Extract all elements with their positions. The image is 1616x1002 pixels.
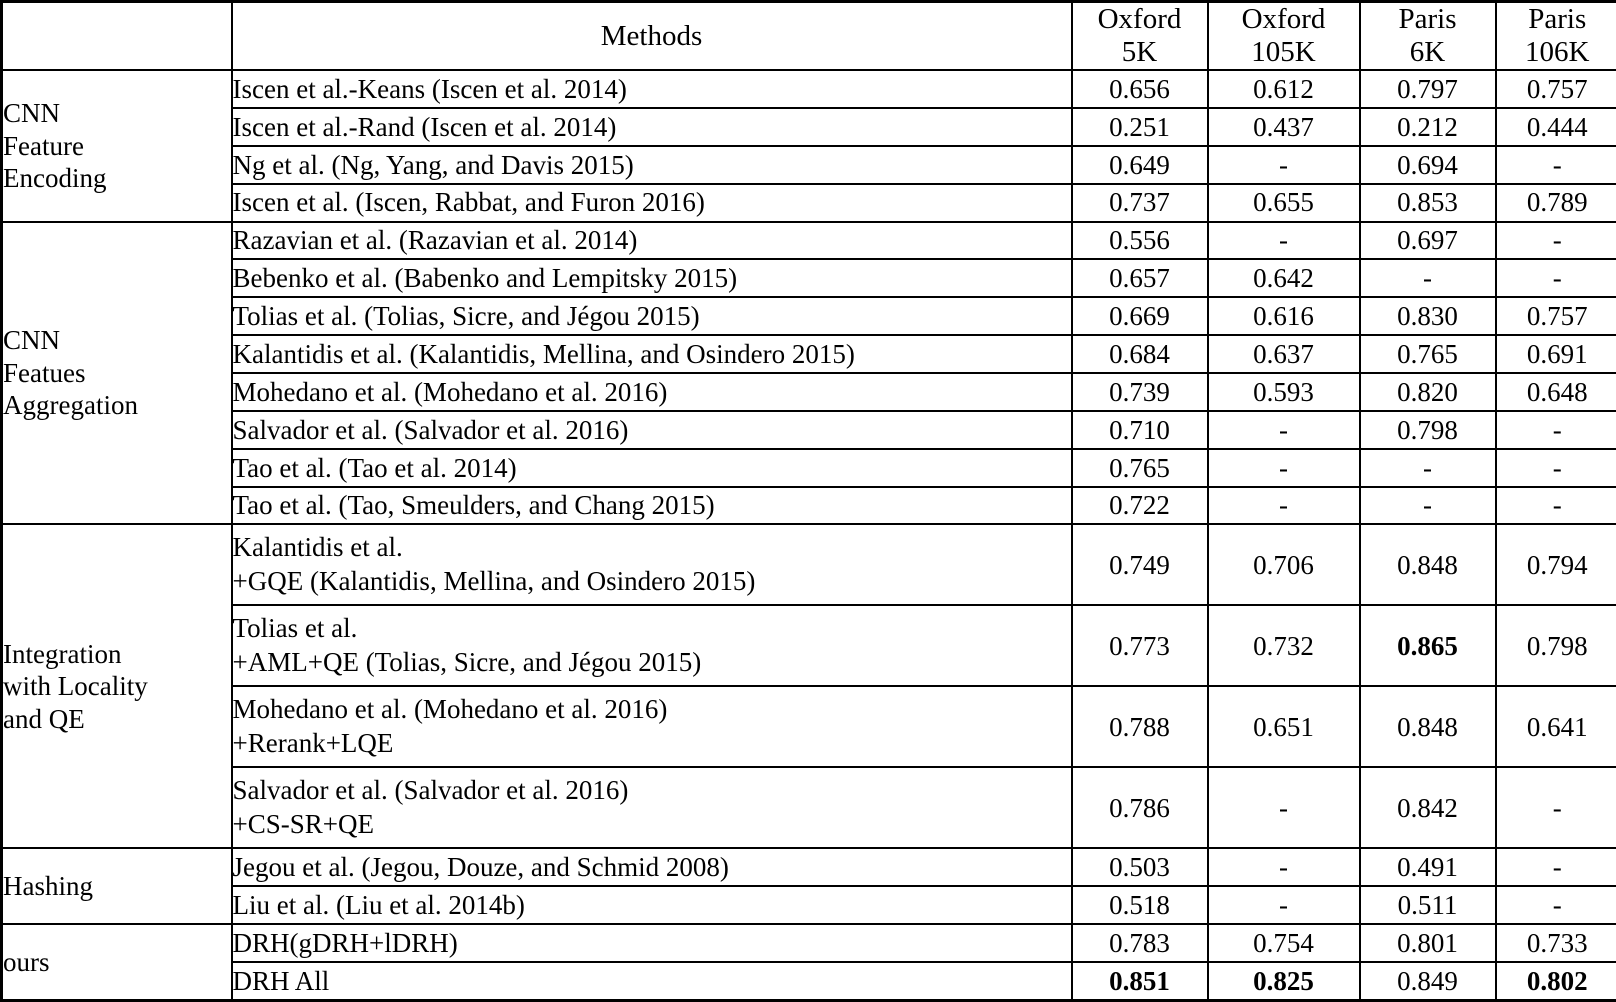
value-cell: 0.786 (1072, 767, 1208, 848)
group-label-line: Encoding (3, 163, 107, 193)
value-cell: 0.773 (1072, 605, 1208, 686)
value-cell: 0.657 (1072, 259, 1208, 297)
method-label-line: DRH All (232, 965, 330, 996)
group-label-line: Aggregation (3, 390, 138, 421)
table-row (2, 184, 1616, 222)
table-header (2, 2, 1616, 71)
method-label-line: +CS-SR+QE (232, 808, 374, 839)
value-cell: 0.511 (1360, 886, 1496, 924)
value-cell: 0.739 (1072, 373, 1208, 411)
group-label-cell (2, 524, 232, 848)
value-cell: 0.733 (1496, 924, 1616, 962)
value-cell: 0.788 (1072, 686, 1208, 767)
table-row (2, 411, 1616, 449)
group-label-line: and QE (3, 703, 85, 734)
group-label-line: Featues (3, 357, 86, 388)
value-cell: - (1360, 487, 1496, 525)
table-row (2, 962, 1616, 1001)
method-label-line: Iscen et al. (Iscen, Rabbat, and Furon 2016) (232, 187, 705, 218)
value-cell: - (1496, 767, 1616, 848)
table-row (2, 686, 1616, 767)
value-cell: 0.518 (1072, 886, 1208, 924)
value-cell: 0.649 (1072, 146, 1208, 184)
method-cell (232, 924, 1072, 962)
method-cell (232, 222, 1072, 260)
header-paris-6k (1360, 2, 1496, 71)
value-cell: 0.444 (1496, 108, 1616, 146)
method-label-line: Kalantidis et al. (Kalantidis, Mellina, and Osindero 2015) (232, 338, 855, 369)
method-cell (232, 962, 1072, 1001)
value-cell: 0.842 (1360, 767, 1496, 848)
value-cell: 0.655 (1208, 184, 1360, 222)
method-label-line: Tolias et al. (232, 613, 358, 644)
table-row (2, 259, 1616, 297)
group-label-line: CNN (3, 325, 61, 356)
method-cell (232, 373, 1072, 411)
method-label-line: Mohedano et al. (Mohedano et al. 2016) (232, 376, 668, 407)
method-cell (232, 146, 1072, 184)
value-cell: - (1208, 767, 1360, 848)
method-label-line: Jegou et al. (Jegou, Douze, and Schmid 2008) (232, 852, 729, 883)
method-cell (232, 108, 1072, 146)
value-cell: 0.706 (1208, 524, 1360, 605)
table-row (2, 848, 1616, 886)
table-row (2, 487, 1616, 525)
value-cell: 0.251 (1072, 108, 1208, 146)
header-methods: Methods (232, 2, 1072, 71)
value-cell: 0.757 (1496, 297, 1616, 335)
header-paris-106k (1496, 2, 1616, 71)
table-row (2, 767, 1616, 848)
value-cell: 0.794 (1496, 524, 1616, 605)
group-label-line: Integration (3, 638, 122, 669)
value-cell: - (1208, 848, 1360, 886)
method-cell (232, 848, 1072, 886)
value-cell: 0.656 (1072, 70, 1208, 108)
group-label-line: Feature (3, 130, 84, 161)
method-cell (232, 524, 1072, 605)
value-cell: 0.798 (1496, 605, 1616, 686)
table-row (2, 524, 1616, 605)
table-row (2, 449, 1616, 487)
value-cell: - (1360, 259, 1496, 297)
value-cell: 0.616 (1208, 297, 1360, 335)
value-cell: 0.612 (1208, 70, 1360, 108)
value-cell: 0.737 (1072, 184, 1208, 222)
table-row (2, 297, 1616, 335)
group-label-line: with Locality (3, 671, 148, 702)
method-label-line: Salvador et al. (Salvador et al. 2016) (232, 414, 629, 445)
header-group-blank (2, 2, 232, 71)
value-cell: 0.853 (1360, 184, 1496, 222)
value-cell: 0.848 (1360, 686, 1496, 767)
value-cell: 0.651 (1208, 686, 1360, 767)
header-oxford-105k (1208, 2, 1360, 71)
group-label-line: Hashing (3, 871, 93, 901)
method-label-line: Razavian et al. (Razavian et al. 2014) (232, 225, 638, 256)
method-cell (232, 411, 1072, 449)
value-cell: 0.865 (1360, 605, 1496, 686)
group-label-line: CNN (3, 98, 61, 129)
value-cell: 0.503 (1072, 848, 1208, 886)
value-cell: 0.641 (1496, 686, 1616, 767)
value-cell: 0.691 (1496, 335, 1616, 373)
header-oxford-5k (1072, 2, 1208, 71)
method-cell (232, 70, 1072, 108)
value-cell: 0.757 (1496, 70, 1616, 108)
group-label-cell (2, 924, 232, 1000)
method-label-line: Kalantidis et al. (232, 532, 403, 563)
table-row (2, 886, 1616, 924)
value-cell: 0.765 (1360, 335, 1496, 373)
value-cell: 0.694 (1360, 146, 1496, 184)
value-cell: - (1208, 886, 1360, 924)
value-cell: 0.789 (1496, 184, 1616, 222)
table-row (2, 108, 1616, 146)
value-cell: - (1496, 487, 1616, 525)
value-cell: 0.830 (1360, 297, 1496, 335)
value-cell: 0.648 (1496, 373, 1616, 411)
value-cell: 0.212 (1360, 108, 1496, 146)
header-paris-106k-line2: 106K (1525, 36, 1590, 69)
value-cell: 0.765 (1072, 449, 1208, 487)
value-cell: - (1496, 222, 1616, 260)
method-label-line: +AML+QE (Tolias, Sicre, and Jégou 2015) (232, 646, 702, 677)
method-cell (232, 886, 1072, 924)
group-label-cell (2, 848, 232, 924)
value-cell: 0.722 (1072, 487, 1208, 525)
header-paris-6k-line1: Paris (1398, 3, 1457, 35)
method-cell (232, 487, 1072, 525)
table-row (2, 335, 1616, 373)
value-cell: 0.851 (1072, 962, 1208, 1001)
value-cell: 0.491 (1360, 848, 1496, 886)
header-paris-6k-line2: 6K (1409, 36, 1446, 69)
value-cell: 0.849 (1360, 962, 1496, 1001)
value-cell: 0.556 (1072, 222, 1208, 260)
method-label-line: Iscen et al.-Keans (Iscen et al. 2014) (232, 73, 627, 104)
value-cell: 0.754 (1208, 924, 1360, 962)
header-oxford-105k-line2: 105K (1251, 36, 1316, 69)
method-label-line: Tao et al. (Tao et al. 2014) (232, 452, 517, 483)
value-cell: - (1496, 146, 1616, 184)
value-cell: 0.820 (1360, 373, 1496, 411)
method-cell (232, 184, 1072, 222)
header-oxford-5k-line2: 5K (1121, 36, 1158, 69)
value-cell: 0.593 (1208, 373, 1360, 411)
header-oxford-105k-line1: Oxford (1241, 3, 1326, 35)
table-row (2, 222, 1616, 260)
method-label-line: Liu et al. (Liu et al. 2014b) (232, 890, 525, 921)
value-cell: 0.642 (1208, 259, 1360, 297)
value-cell: 0.783 (1072, 924, 1208, 962)
method-cell (232, 767, 1072, 848)
value-cell: 0.697 (1360, 222, 1496, 260)
value-cell: 0.684 (1072, 335, 1208, 373)
value-cell: - (1208, 449, 1360, 487)
header-row (2, 2, 1616, 71)
value-cell: 0.802 (1496, 962, 1616, 1001)
value-cell: 0.801 (1360, 924, 1496, 962)
value-cell: 0.798 (1360, 411, 1496, 449)
group-label-cell (2, 70, 232, 221)
method-label-line: Iscen et al.-Rand (Iscen et al. 2014) (232, 111, 617, 142)
value-cell: - (1208, 487, 1360, 525)
value-cell: 0.848 (1360, 524, 1496, 605)
value-cell: - (1496, 886, 1616, 924)
value-cell: - (1496, 449, 1616, 487)
method-cell (232, 259, 1072, 297)
method-label-line: Mohedano et al. (Mohedano et al. 2016) (232, 694, 668, 725)
method-label-line: DRH(gDRH+lDRH) (232, 927, 458, 958)
method-label-line: Tolias et al. (Tolias, Sicre, and Jégou 2015) (232, 301, 700, 332)
table-row (2, 373, 1616, 411)
value-cell: - (1496, 259, 1616, 297)
value-cell: - (1360, 449, 1496, 487)
value-cell: 0.797 (1360, 70, 1496, 108)
method-cell (232, 297, 1072, 335)
method-label-line: +Rerank+LQE (232, 727, 394, 758)
method-label-line: Tao et al. (Tao, Smeulders, and Chang 2015) (232, 490, 715, 521)
group-label-line: ours (3, 946, 50, 977)
method-cell (232, 686, 1072, 767)
method-label-line: Ng et al. (Ng, Yang, and Davis 2015) (232, 149, 634, 180)
table-row (2, 70, 1616, 108)
table-row (2, 146, 1616, 184)
method-label-line: Salvador et al. (Salvador et al. 2016) (232, 775, 629, 806)
value-cell: 0.437 (1208, 108, 1360, 146)
method-cell (232, 449, 1072, 487)
header-oxford-5k-line1: Oxford (1097, 3, 1182, 35)
value-cell: 0.749 (1072, 524, 1208, 605)
table-body (2, 70, 1616, 1000)
table-row (2, 605, 1616, 686)
method-label-line: +GQE (Kalantidis, Mellina, and Osindero 2015) (232, 565, 756, 596)
value-cell: - (1208, 222, 1360, 260)
method-cell (232, 605, 1072, 686)
method-label-line: Bebenko et al. (Babenko and Lempitsky 2015) (232, 263, 738, 294)
value-cell: - (1496, 411, 1616, 449)
value-cell: 0.825 (1208, 962, 1360, 1001)
value-cell: 0.637 (1208, 335, 1360, 373)
value-cell: 0.669 (1072, 297, 1208, 335)
value-cell: - (1208, 411, 1360, 449)
value-cell: - (1496, 848, 1616, 886)
header-paris-106k-line1: Paris (1528, 3, 1587, 35)
value-cell: - (1208, 146, 1360, 184)
value-cell: 0.732 (1208, 605, 1360, 686)
method-cell (232, 335, 1072, 373)
table-row (2, 924, 1616, 962)
group-label-cell (2, 222, 232, 525)
value-cell: 0.710 (1072, 411, 1208, 449)
